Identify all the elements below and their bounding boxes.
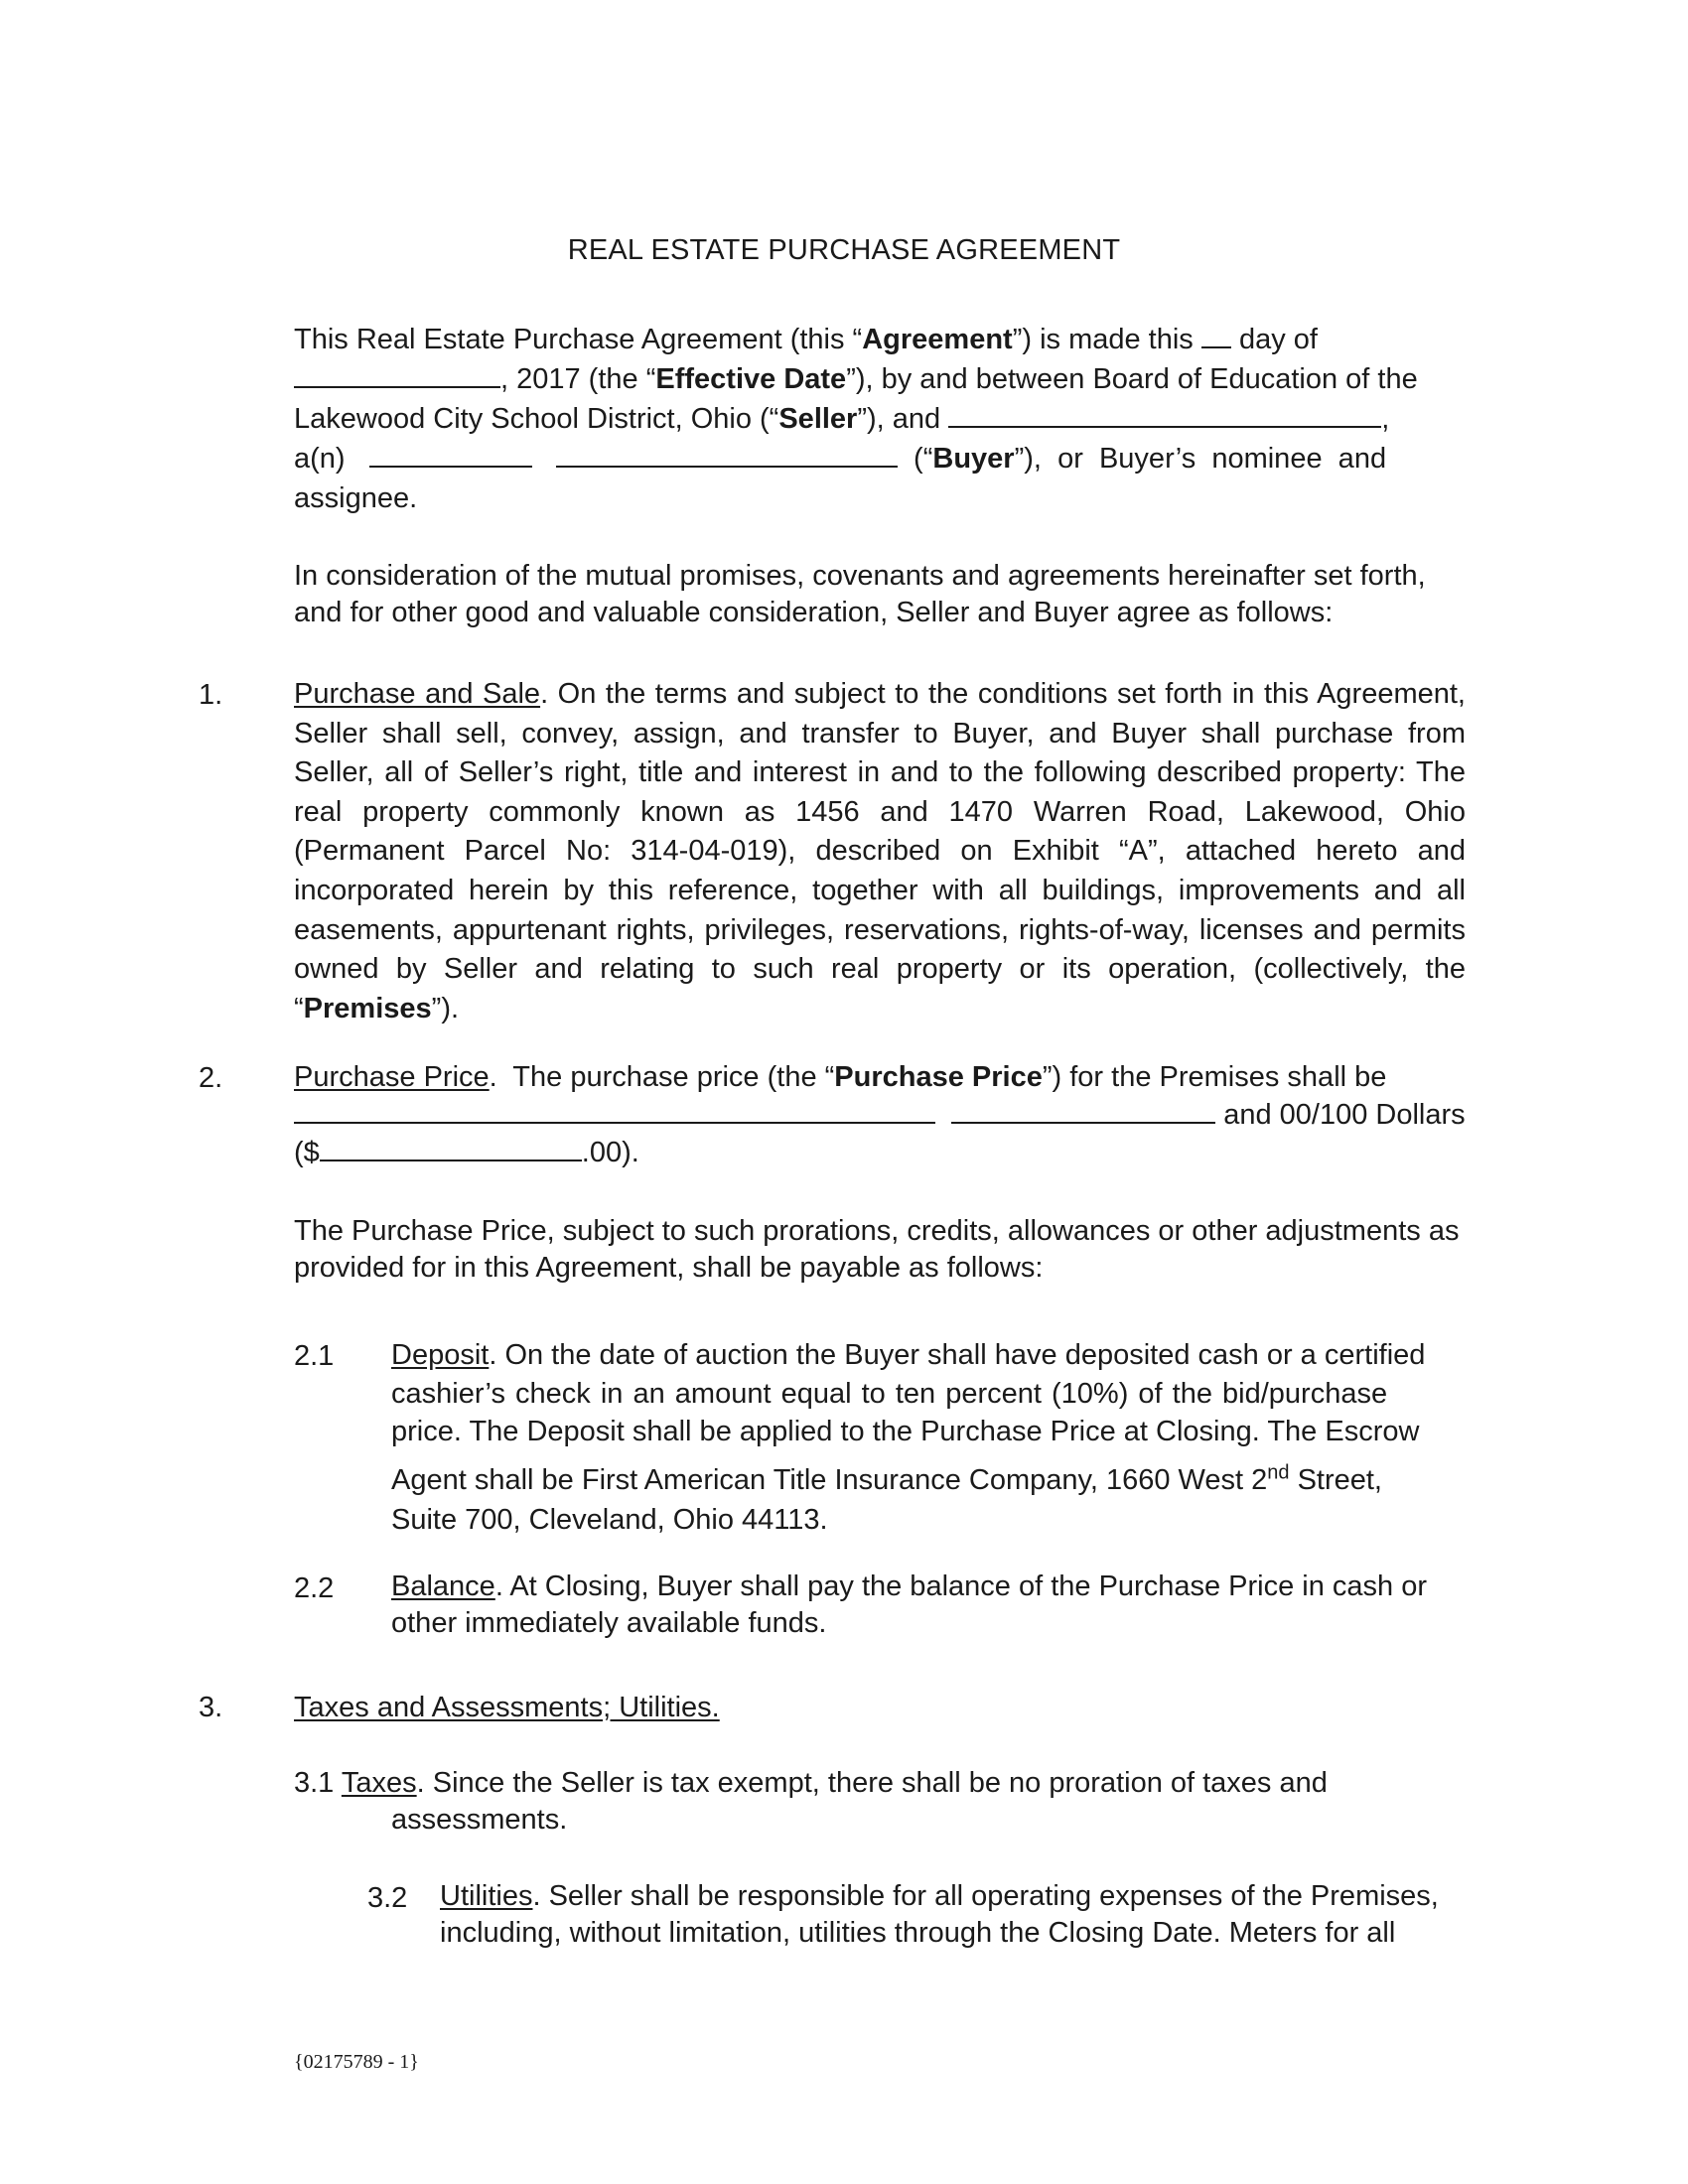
section-2-1-text: cashier’s check in an amount equal to ten percent (10%) of the bid/purchase — [391, 1377, 1388, 1410]
intro-text: ”), or Buyer’s nominee and — [1014, 443, 1387, 475]
defined-term-buyer: Buyer — [932, 443, 1015, 475]
intro-text: , — [1381, 403, 1390, 435]
ordinal-superscript: nd — [1267, 1460, 1290, 1483]
section-3-2-text: including, without limitation, utilities through the Closing Date. Meters for all — [440, 1917, 1396, 1949]
defined-term-effective-date: Effective Date — [655, 363, 847, 395]
section-1-number: 1. — [199, 679, 223, 711]
document-title: REAL ESTATE PURCHASE AGREEMENT — [567, 234, 1121, 266]
section-2-1-text: . On the date of auction the Buyer shall have deposited cash or a certified — [489, 1339, 1426, 1371]
section-2-1-text: Suite 700, Cleveland, Ohio 44113. — [391, 1504, 828, 1536]
section-1-text: . On the terms and subject to the conditions set forth in this Agreement, Seller shall sell, convey, assign, and transfer to Buyer, and Buyer shall purchase from Seller, all of Seller’s right, title and interest in and to the following described property: The real property commonly known as 1456 and 1470 Warren Road, Lakewood, Ohio (Permanent Parcel No: 314-04-019), described on Exhibit “A”, attached hereto and incorporated herein by this reference, together with all buildings, improvements and all easements, appurtenant rights, privileges, reservations, rights-of-way, licenses and permits owned by Seller and relating to such real property or its operation, (collectively, the “ — [294, 678, 1466, 1024]
defined-term-premises: Premises — [303, 992, 432, 1024]
section-3-2-heading: Utilities — [440, 1880, 533, 1912]
section-2-text: . The purchase price (the “ — [489, 1061, 835, 1093]
intro-text: This Real Estate Purchase Agreement (this “ — [294, 324, 863, 355]
section-2-number: 2. — [199, 1062, 223, 1094]
intro-text: ”), by and between Board of Education of the — [846, 363, 1418, 395]
section-3-heading-wrap — [294, 1688, 720, 1727]
intro-paragraph — [294, 320, 1466, 518]
section-3-1-text: . Since the Seller is tax exempt, there shall be no proration of taxes and — [416, 1767, 1328, 1799]
section-2-text: and 00/100 Dollars — [1223, 1099, 1466, 1131]
section-2-1-number: 2.1 — [294, 1340, 335, 1372]
section-3-1-body — [294, 1765, 1466, 1839]
section-3-1-number: 3.1 — [294, 1767, 335, 1799]
price-words-blank[interactable] — [294, 1121, 935, 1124]
section-1-text: ”). — [431, 992, 460, 1024]
section-2-1-text: Agent shall be First American Title Insurance Company, 1660 West 2 — [391, 1463, 1268, 1496]
section-1-heading: Purchase and Sale — [294, 678, 541, 710]
section-2-2-text: other immediately available funds. — [391, 1607, 827, 1639]
price-figure-blank[interactable] — [320, 1159, 582, 1161]
section-2-text: ($ — [294, 1137, 320, 1168]
month-blank[interactable] — [294, 385, 500, 388]
price-words-blank-2[interactable] — [951, 1121, 1215, 1124]
document-id-footer: {02175789 - 1} — [294, 2051, 419, 2073]
defined-term-seller: Seller — [778, 403, 858, 435]
consideration-paragraph: In consideration of the mutual promises, covenants and agreements hereinafter set forth, and for other good and valuable consideration, Seller and Buyer agree as follows: — [294, 560, 1426, 628]
section-2-1-text: price. The Deposit shall be applied to the Purchase Price at Closing. The Escrow — [391, 1416, 1420, 1447]
payment-paragraph: The Purchase Price, subject to such prorations, credits, allowances or other adjustments as provided for in this Agreement, shall be payable as follows: — [294, 1215, 1460, 1284]
section-2-text: ”) for the Premises shall be — [1042, 1061, 1387, 1093]
section-3-heading: Taxes and Assessments; Utilities. — [294, 1692, 720, 1723]
defined-term-agreement: Agreement — [862, 324, 1013, 355]
entity-type-blank[interactable] — [556, 465, 898, 468]
intro-text: a(n) — [294, 443, 346, 475]
section-2-body — [294, 1058, 1466, 1171]
section-3-1-text: assessments. — [391, 1804, 568, 1836]
section-3-2-number: 3.2 — [367, 1882, 408, 1914]
section-2-2-number: 2.2 — [294, 1572, 335, 1604]
intro-text: , 2017 (the “ — [500, 363, 656, 395]
section-2-2-body — [391, 1569, 1468, 1642]
section-2-text: .00). — [581, 1137, 639, 1168]
section-2-heading: Purchase Price — [294, 1061, 490, 1093]
section-3-number: 3. — [199, 1692, 223, 1723]
entity-state-blank[interactable] — [369, 465, 532, 468]
intro-text: ”), and — [857, 403, 941, 435]
section-2-1-heading: Deposit — [391, 1339, 490, 1371]
section-2-1-body — [391, 1336, 1468, 1540]
section-3-2-body — [440, 1878, 1473, 1952]
intro-text: assignee. — [294, 482, 418, 514]
buyer-name-blank[interactable] — [948, 425, 1381, 428]
intro-text: Lakewood City School District, Ohio (“ — [294, 403, 779, 435]
day-blank[interactable] — [1201, 345, 1231, 348]
section-2-1-text: Street, — [1297, 1463, 1382, 1496]
intro-text: (“ — [914, 443, 933, 475]
intro-text: day of — [1238, 324, 1318, 355]
section-1-body — [294, 675, 1466, 1028]
defined-term-purchase-price: Purchase Price — [834, 1061, 1043, 1093]
intro-text: ”) is made this — [1012, 324, 1194, 355]
section-3-2-text: . Seller shall be responsible for all operating expenses of the Premises, — [532, 1880, 1439, 1912]
section-3-1-heading: Taxes — [341, 1767, 417, 1799]
section-2-2-text: . At Closing, Buyer shall pay the balance of the Purchase Price in cash or — [494, 1570, 1427, 1602]
section-2-2-heading: Balance — [391, 1570, 495, 1602]
